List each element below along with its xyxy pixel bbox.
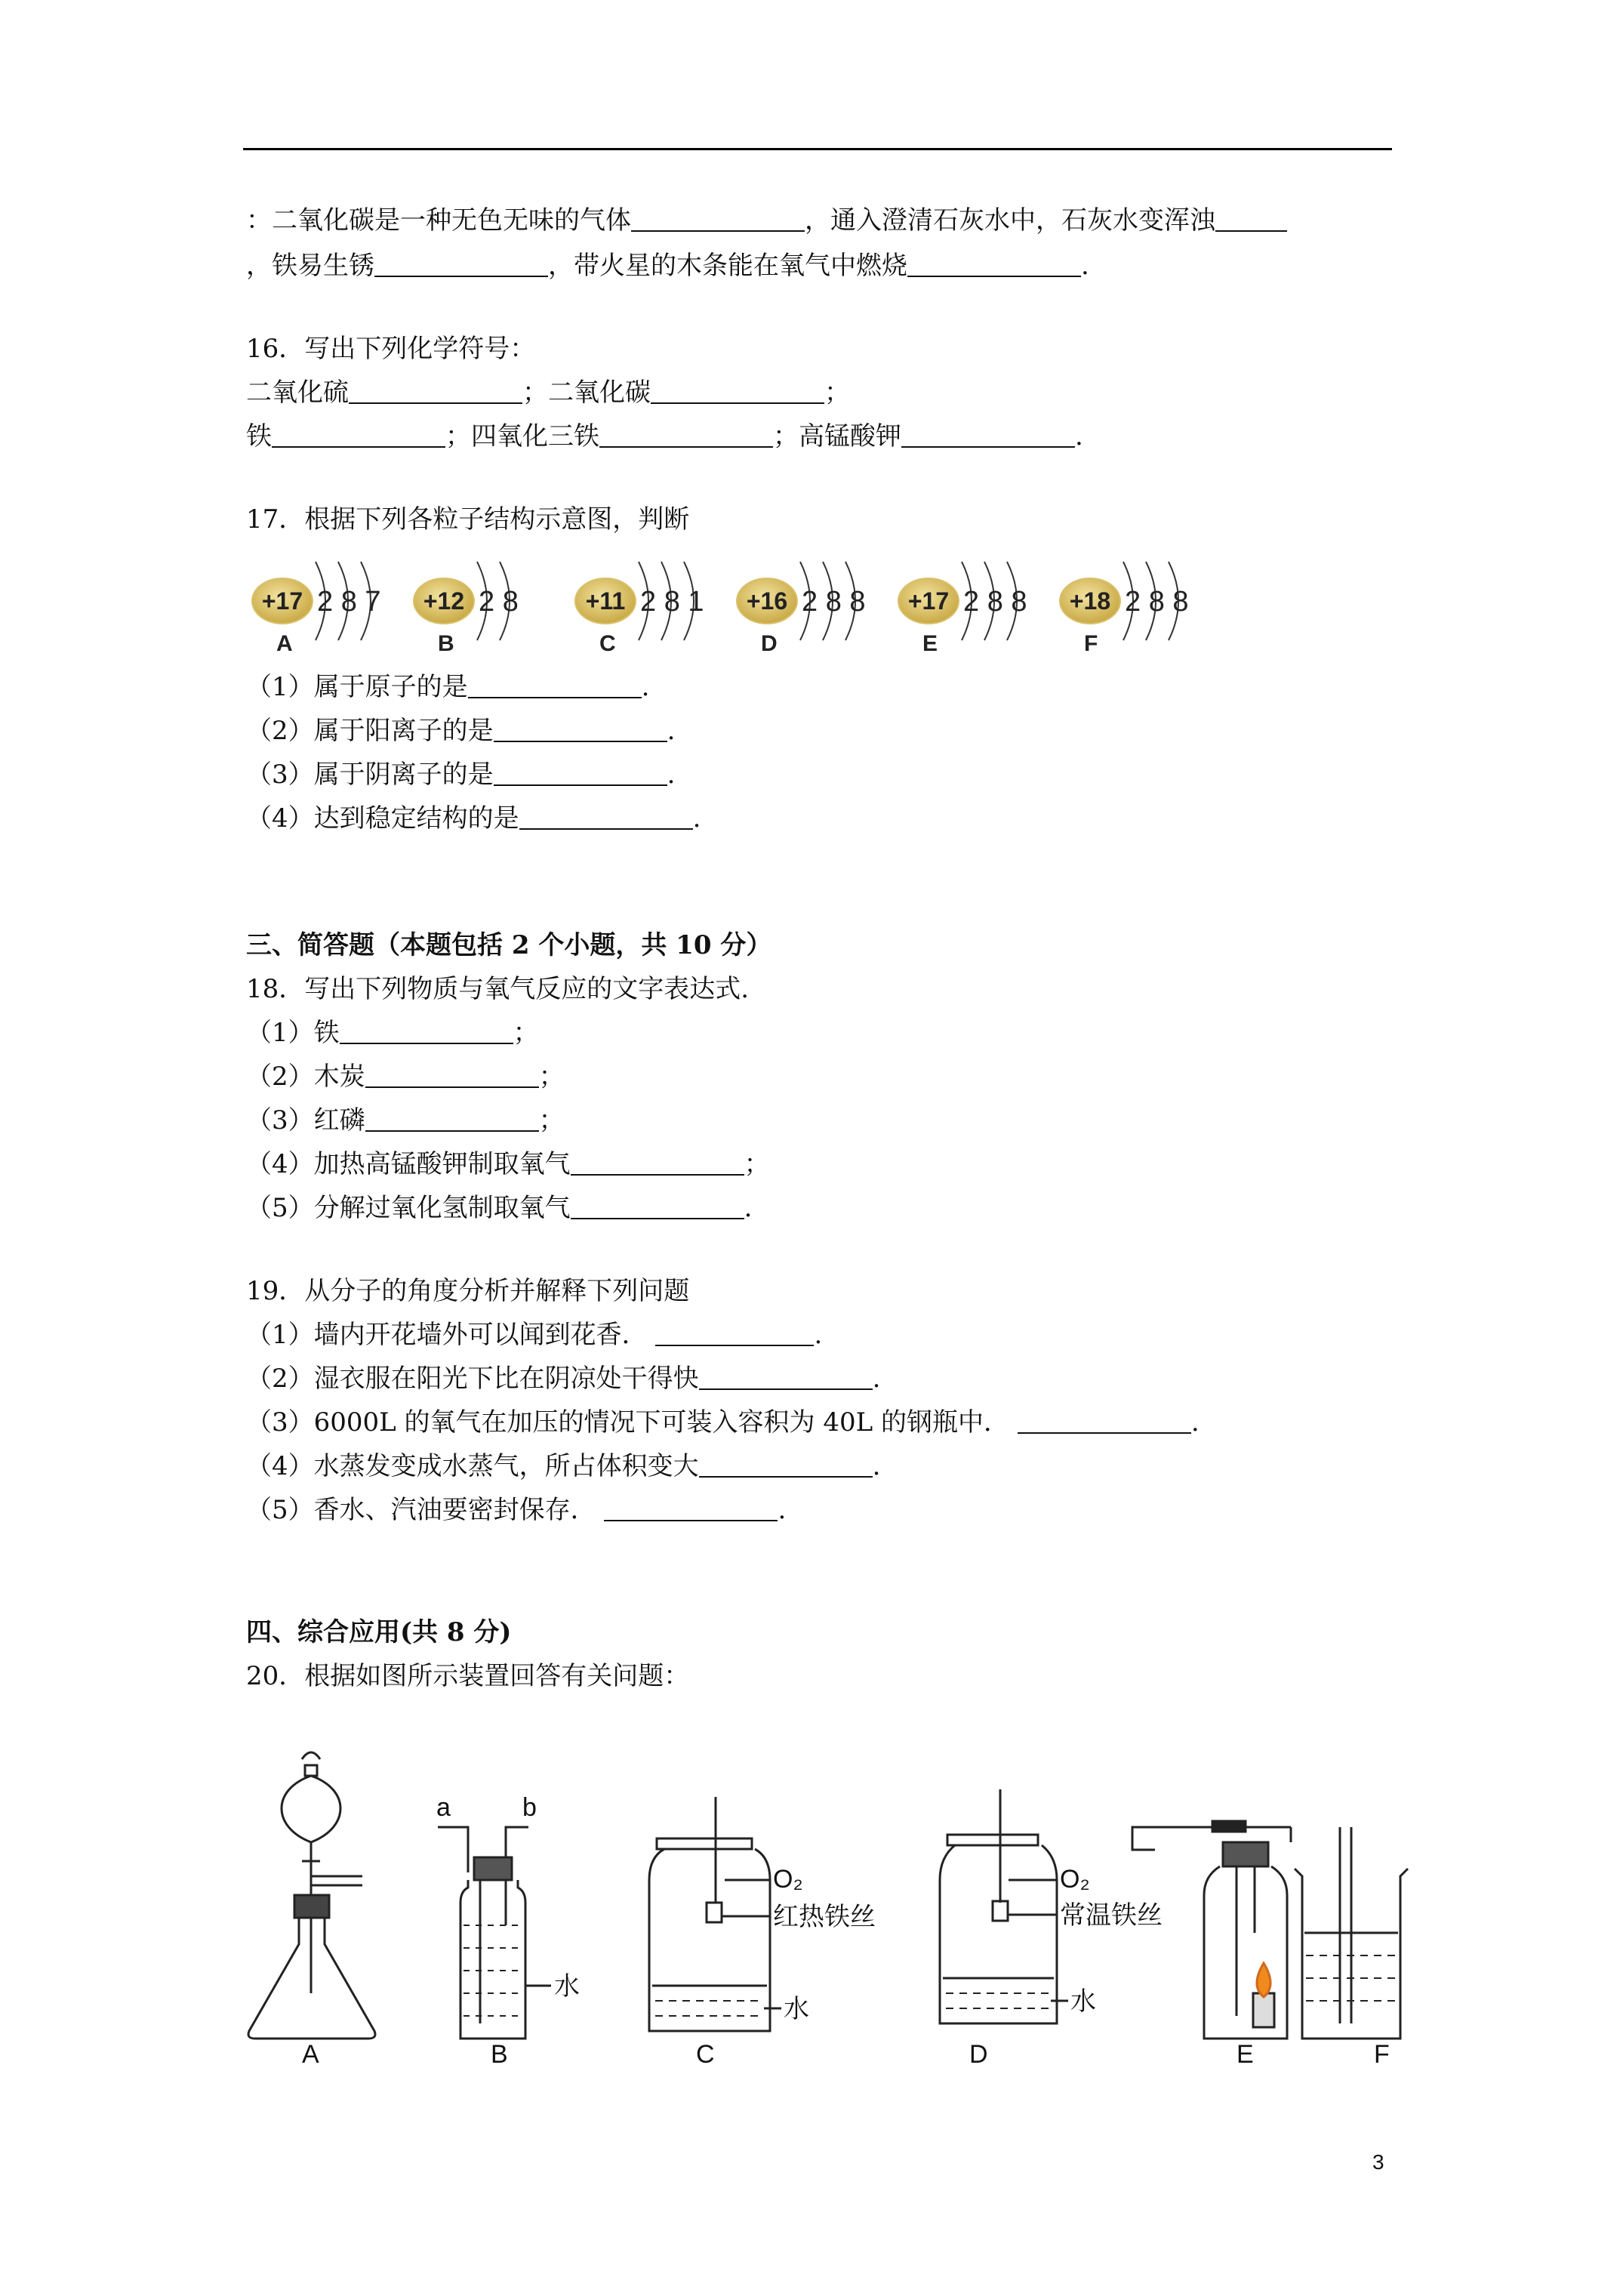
nucleus-charge: +17 [261,587,303,615]
q16-kmno4-label: 高锰酸钾 [799,421,901,451]
q19-title: 19．从分子的角度分析并解释下列问题 [246,1276,690,1306]
answer-blank[interactable] [494,762,667,786]
q15-text-d: ，带火星的木条能在氧气中燃烧 [548,251,907,281]
q16-so2-label: 二氧化硫 [246,378,349,408]
q19-period: . [814,1320,823,1350]
nucleus-charge: +16 [746,587,788,615]
particle-label: A [276,631,293,656]
apparatus-d-bottle [940,1789,1068,2023]
q15-line1 [246,204,1287,237]
apparatus-label-e: E [1236,2040,1254,2069]
water-label-c: 水 [784,1995,809,2023]
q16-period: . [1075,421,1083,451]
q17-item-text: （2）属于阳离子的是 [246,716,494,746]
q19-item-3 [246,1406,1200,1439]
q17-item-4 [246,802,701,835]
water-label-b: 水 [554,1972,580,2001]
q15-text-b: ，通入澄清石灰水中，石灰水变浑浊 [805,205,1215,236]
particle-label: B [438,631,454,656]
cold-wire-label: 常温铁丝 [1060,1901,1163,1930]
apparatus-label-a: A [302,2040,319,2069]
section4-title: 四、综合应用(共 8 分) [246,1617,512,1647]
particle-diagram-f [1060,562,1189,656]
apparatus-label-b: B [491,2040,508,2069]
q20-title: 20．根据如图所示装置回答有关问题： [246,1661,690,1691]
answer-blank[interactable] [699,1453,873,1478]
q19-item-5 [246,1493,786,1527]
answer-blank[interactable] [365,1064,539,1088]
particle-structure-diagrams [246,536,1227,672]
q16-sep: ； [522,378,548,408]
q19-period: . [778,1495,787,1525]
hot-wire-label: 红热铁丝 [773,1903,876,1931]
particle-diagram-c [575,562,704,656]
q17-item-1 [246,670,649,704]
particle-diagram-d [737,562,866,656]
answer-blank[interactable] [571,1195,744,1219]
q16-line1 [246,376,850,409]
water-label-d: 水 [1070,1987,1096,2016]
electron-counts: 2 8 7 [317,586,381,618]
apparatus-label-c: C [696,2040,715,2069]
q17-title: 17．根据下列各粒子结构示意图，判断 [246,504,690,535]
q15-text-c: ，铁易生锈 [246,251,374,281]
q19-period: . [872,1364,881,1394]
q19-period: . [1190,1407,1200,1438]
q18-item-2 [246,1060,565,1093]
particle-diagram-a [252,562,381,656]
apparatus-c-bottle [649,1797,781,2031]
o2-label-c: O₂ [773,1865,803,1894]
electron-counts: 2 8 8 [1125,586,1189,618]
apparatus-label-f: F [1374,2040,1390,2069]
q16-sep: ； [824,378,850,408]
particle-label: C [599,631,616,656]
q17-item-3 [246,758,675,791]
q18-semicolon: ； [744,1149,770,1179]
q18-item-text: （4）加热高锰酸钾制取氧气 [246,1149,571,1179]
q18-item-text: （2）木炭 [246,1062,365,1092]
particle-label: D [761,631,778,656]
answer-blank[interactable] [655,1322,814,1346]
answer-blank[interactable] [901,424,1075,448]
answer-blank[interactable] [699,1366,873,1390]
electron-counts: 2 8 8 [802,586,866,618]
q18-title: 18．写出下列物质与氧气反应的文字表达式. [246,974,750,1004]
answer-blank[interactable] [519,806,693,830]
answer-blank[interactable] [468,674,642,698]
q16-sep: ； [773,421,799,451]
q15-text-a: ：二氧化碳是一种无色无味的气体 [246,205,631,236]
q19-period: . [872,1451,881,1481]
particle-diagram-b [414,562,519,656]
apparatus-label-d: D [969,2040,988,2069]
q17-item-2 [246,714,675,747]
q19-item-text: （5）香水、汽油要密封保存． [246,1495,596,1525]
apparatus-a-flask [248,1752,375,2039]
answer-blank[interactable] [494,718,667,742]
apparatus-b-washing-bottle [438,1827,551,2039]
q19-item-2 [246,1362,880,1395]
answer-blank[interactable] [631,208,805,232]
answer-blank[interactable] [571,1151,744,1176]
q19-item-1 [246,1318,822,1351]
q18-semicolon: ； [538,1105,565,1136]
q18-semicolon: ； [538,1062,565,1092]
q18-period: . [744,1193,753,1223]
q18-item-1 [246,1016,539,1049]
answer-blank[interactable] [374,253,548,277]
q16-fe-label: 铁 [246,421,272,451]
electron-counts: 2 8 [479,586,519,618]
q18-item-text: （5）分解过氧化氢制取氧气 [246,1193,571,1223]
electron-counts: 2 8 1 [640,586,704,618]
q19-item-text: （3）6000L 的氧气在加压的情况下可装入容积为 40L 的钢瓶中． [246,1407,1010,1438]
q17-period: . [692,803,701,834]
header-rule [243,148,1392,150]
answer-blank[interactable] [340,1020,513,1044]
q16-title: 16．写出下列化学符号： [246,334,536,364]
q17-item-text: （3）属于阴离子的是 [246,760,494,790]
answer-blank[interactable] [604,1497,778,1521]
q15-period: . [1081,251,1089,281]
q16-line2 [246,420,1083,453]
q17-period: . [667,716,676,746]
q19-item-4 [246,1450,880,1483]
answer-blank[interactable] [272,424,445,448]
q17-item-text: （4）达到稳定结构的是 [246,803,519,834]
q19-item-text: （2）湿衣服在阳光下比在阴凉处干得快 [246,1364,699,1394]
q18-semicolon: ； [513,1018,539,1048]
answer-blank[interactable] [599,424,773,448]
answer-blank[interactable] [365,1108,539,1132]
section3-title: 三、简答题（本题包括 2 个小题，共 10 分） [246,930,772,960]
particle-label: E [922,631,938,656]
port-b-label: b [522,1793,537,1822]
q19-item-text: （4）水蒸发变成水蒸气，所占体积变大 [246,1451,699,1481]
particle-label: F [1084,631,1098,656]
q18-item-text: （1）铁 [246,1018,340,1048]
q18-item-5 [246,1191,752,1225]
answer-blank[interactable] [1018,1410,1191,1434]
q16-sep: ； [445,421,471,451]
particle-diagram-e [898,562,1027,656]
nucleus-charge: +17 [907,587,950,615]
port-a-label: a [436,1793,451,1822]
q15-line2 [246,249,1089,282]
nucleus-charge: +18 [1069,587,1111,615]
nucleus-charge: +11 [585,587,626,615]
answer-blank[interactable] [651,380,824,404]
q18-item-3 [246,1104,565,1137]
electron-counts: 2 8 8 [963,586,1027,618]
apparatus-f-beaker [1291,1827,1408,2039]
apparatus-e-bottle [1132,1821,1291,2039]
q17-item-text: （1）属于原子的是 [246,672,468,702]
q17-period: . [641,672,650,702]
q16-fe3o4-label: 四氧化三铁 [471,421,599,451]
q16-co2-label: 二氧化碳 [548,378,651,408]
apparatus-diagram [242,1737,1449,2084]
page-number: 3 [1372,2150,1384,2174]
q18-item-4 [246,1148,770,1181]
q19-item-text: （1）墙内开花墙外可以闻到花香． [246,1320,648,1350]
answer-blank[interactable] [1215,208,1287,232]
o2-label-d: O₂ [1060,1865,1090,1894]
nucleus-charge: +12 [423,587,465,615]
q18-item-text: （3）红磷 [246,1105,365,1136]
answer-blank[interactable] [349,380,522,404]
q17-period: . [667,760,676,790]
answer-blank[interactable] [907,253,1081,277]
